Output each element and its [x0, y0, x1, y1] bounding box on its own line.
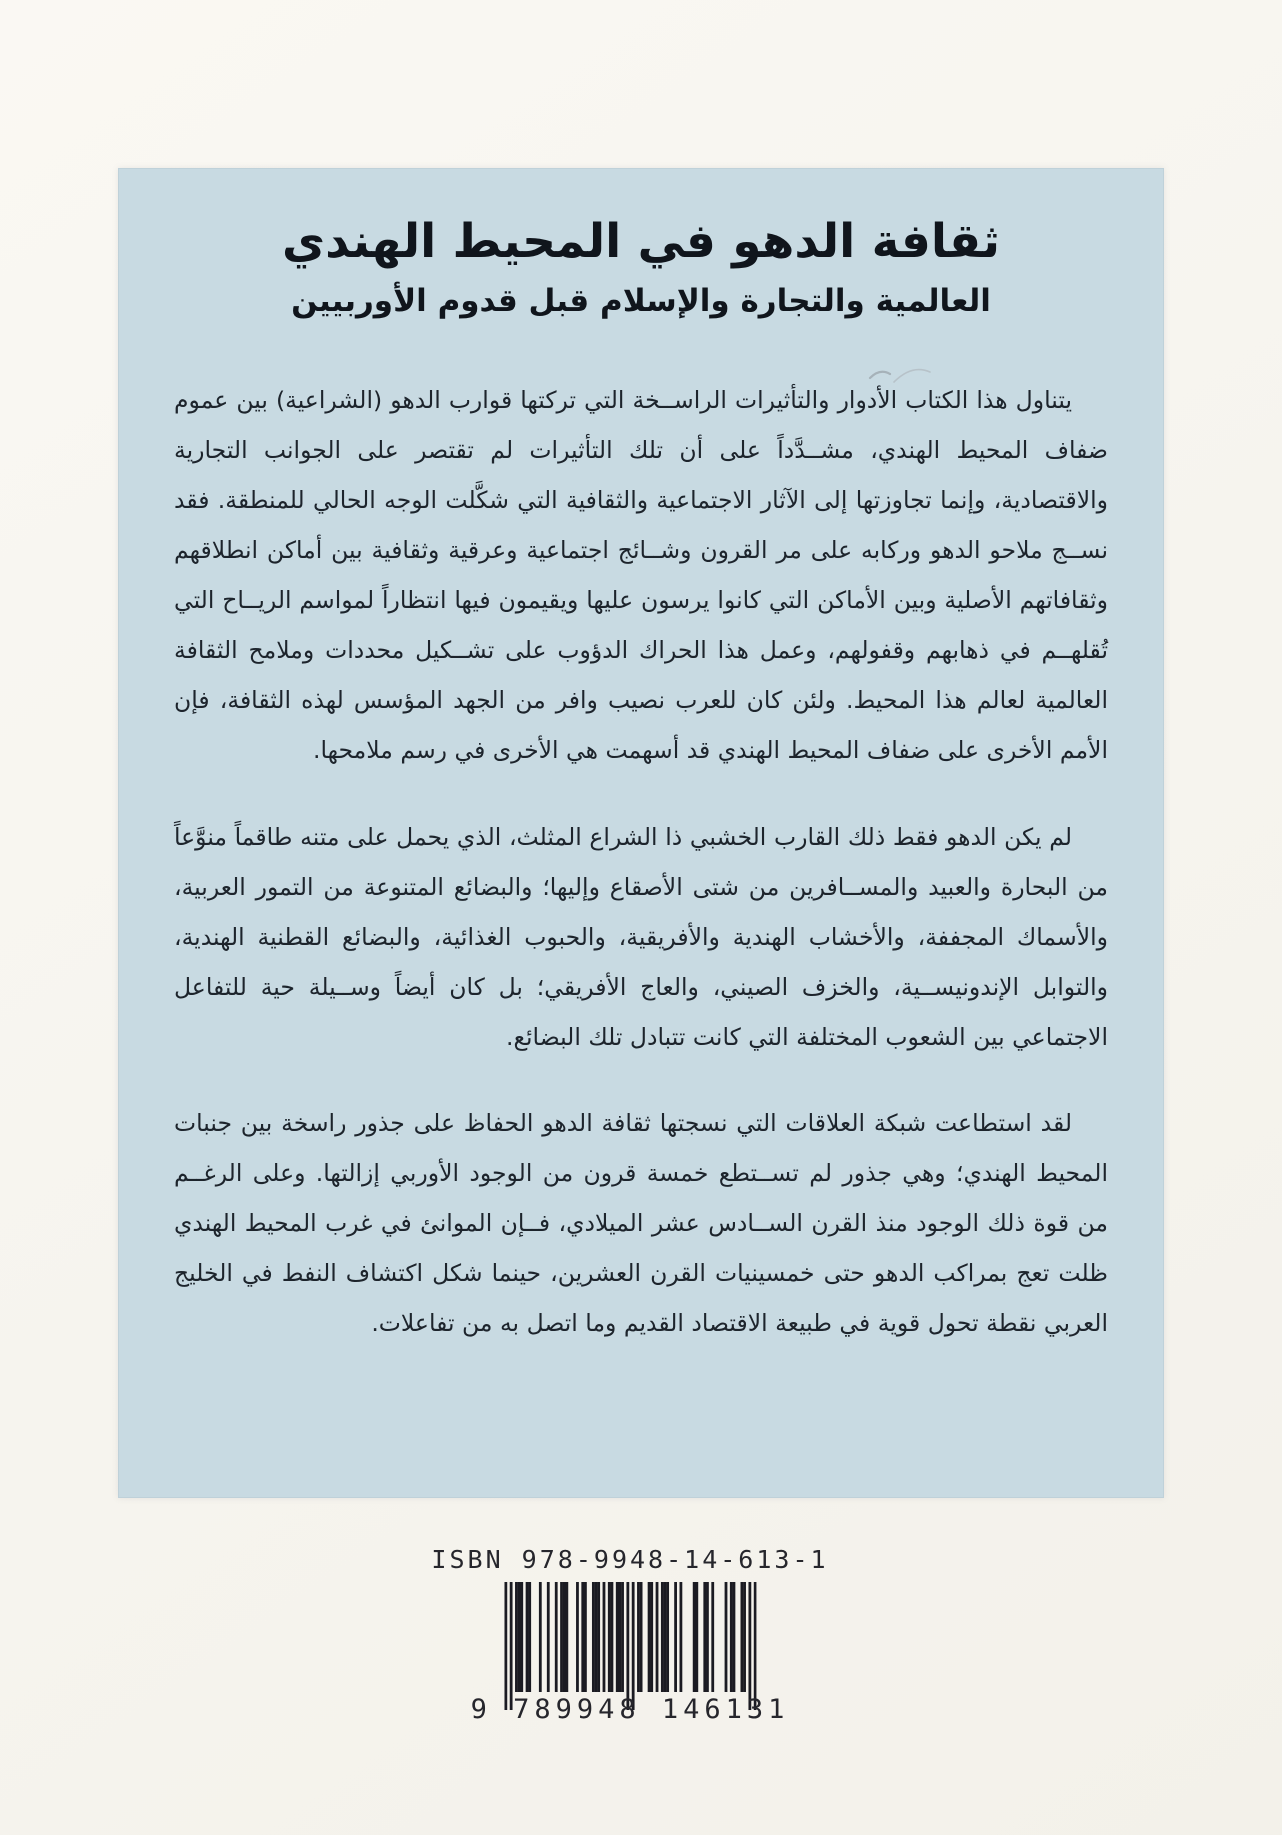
book-title: ثقافة الدهو في المحيط الهندي [282, 214, 1000, 269]
pen-scribble-mark [864, 358, 934, 398]
blurb-paragraph-1: يتناول هذا الكتاب الأدوار والتأثيرات الراســخة التي تركتها قوارب الدهو (الشراعية) بين عموم ضفاف المحيط الهندي، مشــدَّداً على أن تلك التأثيرات لم تقتصر على الجوانب التجارية والاقتصادية، وإنما تجاوزتها إلى الآثار الاجتماعية والثقافية التي شكَّلت الوجه الحالي للمنطقة. فقد نســج ملاحو الدهو وركابه على مر القرون وشــائج اجتماعية وعرقية وثقافية بين أماكن انطلاقهم وثقافاتهم الأصلية وبين الأماكن التي كانوا يرسون عليها ويقيمون فيها انتظاراً لمواسم الريــاح التي تُقلهــم في ذهابهم وقفولهم، وعمل هذا الحراك الدؤوب على تشــكيل محددات وملامح الثقافة العالمية لعالم هذا المحيط. ولئن كان للعرب نصيب وافر من الجهد المؤسس لهذه الثقافة، فإن الأمم الأخرى على ضفاف المحيط الهندي قد أسهمت هي الأخرى في رسم ملامحها. [174, 386, 1108, 765]
blurb-text [174, 375, 1108, 1348]
isbn-block [431, 1545, 828, 1725]
isbn-label: ISBN 978-9948-14-613-1 [431, 1545, 829, 1574]
barcode-digits: 9 789948 146131 [470, 1694, 790, 1725]
blurb-paragraph-3: لقد استطاعت شبكة العلاقات التي نسجتها ثقافة الدهو الحفاظ على جذور راسخة بين جنبات المحيط الهندي؛ وهي جذور لم تســتطع خمسة قرون من الوجود الأوربي إزالتها. وعلى الرغــم من قوة ذلك الوجود منذ القرن الســادس عشر الميلادي، فــإن الموانئ في غرب المحيط الهندي ظلت تعج بمراكب الدهو حتى خمسينيات القرن العشرين، حينما شكل اكتشاف النفط في الخليج العربي نقطة تحول قوية في طبيعة الاقتصاد القديم وما اتصل به من تفاعلات. [174, 1108, 1108, 1337]
book-subtitle: العالمية والتجارة والإسلام قبل قدوم الأوربيين [291, 283, 991, 320]
isbn-barcode-icon [504, 1582, 756, 1710]
blurb-paragraph-2: لم يكن الدهو فقط ذلك القارب الخشبي ذا الشراع المثلث، الذي يحمل على متنه طاقماً منوَّعاً من البحارة والعبيد والمســافرين من شتى الأصقاع وإليها؛ والبضائع المتنوعة من التمور العربية، والأسماك المجففة، والأخشاب الهندية والأفريقية، والحبوب الغذائية، والبضائع القطنية الهندية، والتوابل الإندونيســية، والخزف الصيني، والعاج الأفريقي؛ بل كان أيضاً وســيلة حية للتفاعل الاجتماعي بين الشعوب المختلفة التي كانت تتبادل تلك البضائع. [174, 822, 1108, 1051]
blurb-panel [118, 168, 1164, 1498]
